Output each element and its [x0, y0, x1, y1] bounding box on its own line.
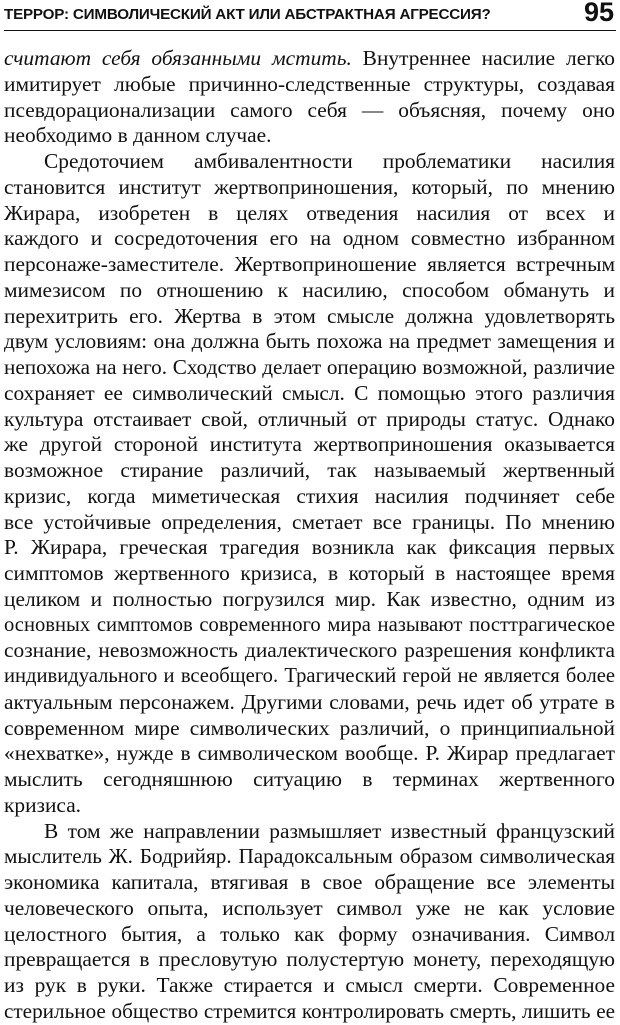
text-line: каждого и сосредоточения его на одном совместно избранном: [4, 226, 615, 251]
text-line: сознание, невозможность диалектического разрешения конфликта: [4, 638, 615, 663]
text-line: мимезисом по отношению к насилию, способом обмануть и: [4, 277, 615, 302]
paragraph-start-line: Средоточием амбивалентности проблематики насилия: [44, 149, 615, 173]
text-line: Жирара, изобретен в целях отведения насилия от всех и: [4, 200, 615, 225]
text-line: кризис, когда миметическая стихия насилия подчиняет себе: [4, 483, 615, 508]
text-line: двум условиям: она должна быть похожа на предмет замещения и: [4, 329, 615, 354]
text-line: мыслитель Ж. Бодрийяр. Парадоксальным образом символическая: [4, 844, 615, 869]
text-line: актуальным персонажем. Другими словами, речь идет об утрате в: [4, 689, 615, 714]
text-line: псевдорационализации самого себя — объясняя, почему оно: [4, 97, 615, 122]
text-line: перехитрить его. Жертва в этом смысле должна удовлетворять: [4, 303, 615, 328]
text-line: симптомов жертвенного кризиса, в который в настоящее время: [4, 561, 615, 585]
text-line: считают себя обязанными мстить. Внутреннее насилие легко: [4, 46, 615, 70]
paragraph-end-line: необходимо в данном случае.: [4, 123, 272, 148]
body-text: [4, 46, 615, 1025]
text-line: непохожа на него. Сходство делает операцию возможной, различие: [4, 355, 615, 379]
text-line: основных симптомов современного мира называют посттрагическое: [4, 613, 615, 636]
paragraph-start-line: В том же направлении размышляет известный французский: [44, 818, 615, 843]
running-header: [4, 0, 616, 31]
text-line: «нехватке», нужде в символическом вообще. Р. Жирар предлагает: [4, 741, 615, 766]
text-line: сохраняет ее символический смысл. С помощью этого различия: [4, 380, 615, 405]
text-line: культура отстаивает свой, отличный от природы статус. Однако: [4, 406, 615, 431]
page-number: 95: [583, 0, 614, 27]
text-line: современном мире символических различий, о принципиальной: [4, 715, 615, 740]
text-line: индивидуального и всеобщего. Трагический герой не является более: [4, 665, 615, 687]
text-line: человеческого опыта, использует символ уже не как условие: [4, 895, 615, 920]
paragraph-end-line: кризиса.: [4, 792, 82, 817]
text-line: возможное стирание различий, так называемый жертвенный: [4, 458, 615, 482]
text-line: мыслить сегодняшнюю ситуацию в терминах жертвенного: [4, 767, 615, 791]
text-line: экономика капитала, втягивая в свое обращение все элементы: [4, 870, 615, 894]
text-line: Р. Жирара, греческая трагедия возникла как фиксация первых: [4, 535, 615, 560]
text-line: стерильное общество стремится контролировать смерть, лишить ее: [4, 998, 615, 1023]
text-line: все устойчивые определения, сметает все границы. По мнению: [4, 509, 615, 534]
text-line: становится институт жертвоприношения, который, по мнению: [4, 174, 615, 199]
text-line: из рук в руки. Также стирается и смысл смерти. Современное: [4, 973, 615, 997]
running-title: ТЕРРОР: СИМВОЛИЧЕСКИЙ АКТ ИЛИ АБСТРАКТНАЯ АГРЕССИЯ?: [4, 6, 491, 23]
text-line: имитирует любые причинно-следственные структуры, создавая: [4, 71, 615, 96]
italic-phrase: считают себя обязанными мстить.: [4, 46, 352, 70]
text-line: целиком и полностью погрузился мир. Как известно, одним из: [4, 586, 615, 611]
text-line: персонаже-заместителе. Жертвоприношение является встречным: [4, 252, 615, 276]
text-line: превращается в пресловутую полустертую монету, переходящую: [4, 947, 615, 972]
text-line: целостного бытия, а только как форму означивания. Символ: [4, 921, 615, 946]
text-line: же другой стороной института жертвоприношения оказывается: [4, 432, 615, 457]
